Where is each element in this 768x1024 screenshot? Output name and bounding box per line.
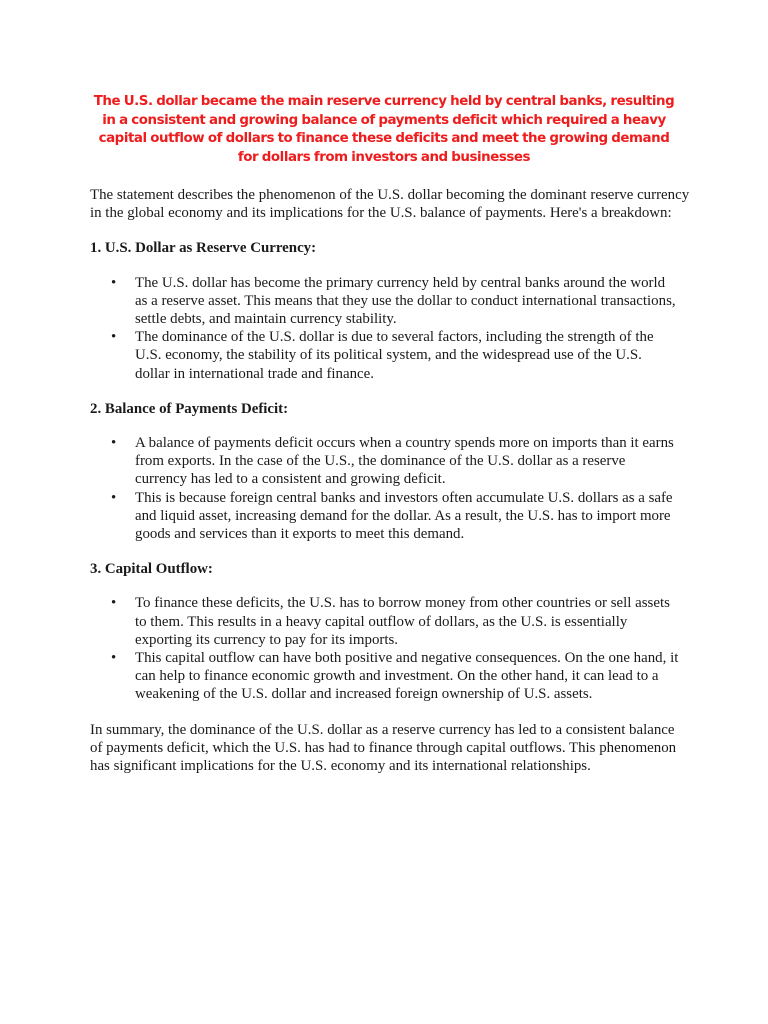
section-reserve-currency [90, 239, 690, 382]
bullet-text: The U.S. dollar has become the primary currency held by central banks around the world as a reserve asset. This means that they use the dollar to conduct international transactions, settle debts, and maintain currency stability. [135, 274, 676, 328]
bullet-text: This is because foreign central banks and investors often accumulate U.S. dollars as a safe and liquid asset, increasing demand for the dollar. As a result, the U.S. has to import more goods and services than it exports to meet this demand. [135, 489, 673, 543]
bullet-list [90, 434, 690, 543]
bullet-list [90, 274, 690, 383]
bullet-text: To finance these deficits, the U.S. has to borrow money from other countries or sell assets to them. This results in a heavy capital outflow of dollars, as the U.S. is essentially exporting its currency to pay for its imports. [135, 595, 670, 648]
list-item [90, 328, 680, 383]
bullet-icon: • [111, 650, 117, 667]
bullet-text: This capital outflow can have both positive and negative consequences. On the one hand, it can help to finance economic growth and investment. On the other hand, it can lead to a weakening of the U.S. dollar and increased foreign ownership of U.S. assets. [135, 650, 679, 703]
section-heading: 3. Capital Outflow: [90, 561, 213, 578]
intro-paragraph: The statement describes the phenomenon of the U.S. dollar becoming the dominant reserve currency in the global economy and its implications for the U.S. balance of payments. Here's a breakdown: [90, 187, 690, 222]
section-heading: 1. U.S. Dollar as Reserve Currency: [90, 240, 317, 257]
bullet-icon: • [111, 435, 117, 452]
list-item [90, 274, 680, 329]
bullet-icon: • [111, 329, 117, 346]
bullet-text: A balance of payments deficit occurs when a country spends more on imports than it earns from exports. In the case of the U.S., the dominance of the U.S. dollar as a reserve currency has led to a consistent and growing deficit. [135, 435, 674, 488]
bullet-icon: • [111, 274, 117, 291]
bullet-icon: • [111, 489, 117, 506]
section-balance-of-payments [90, 400, 690, 543]
list-item [90, 489, 680, 544]
summary-paragraph: In summary, the dominance of the U.S. dollar as a reserve currency has led to a consistent balance of payments deficit, which the U.S. has had to finance through capital outflows. This phenomenon has significant implications for the U.S. economy and its international relationships. [90, 721, 677, 775]
list-item [90, 594, 680, 649]
section-capital-outflow [90, 560, 690, 703]
document-body [90, 186, 690, 775]
bullet-icon: • [111, 595, 117, 612]
list-item [90, 649, 680, 704]
section-heading: 2. Balance of Payments Deficit: [90, 400, 289, 417]
document-title: The U.S. dollar became the main reserve currency held by central banks, resulting in a consistent and growing balance of payments deficit which required a heavy capital outflow of dollars to finance these deficits and meet the growing demand for dollars from investors and businesses [93, 94, 675, 165]
bullet-list [90, 594, 690, 703]
list-item [90, 434, 680, 489]
bullet-text: The dominance of the U.S. dollar is due to several factors, including the strength of the U.S. economy, the stability of its political system, and the widespread use of the U.S. dollar in international trade and finance. [135, 329, 654, 382]
